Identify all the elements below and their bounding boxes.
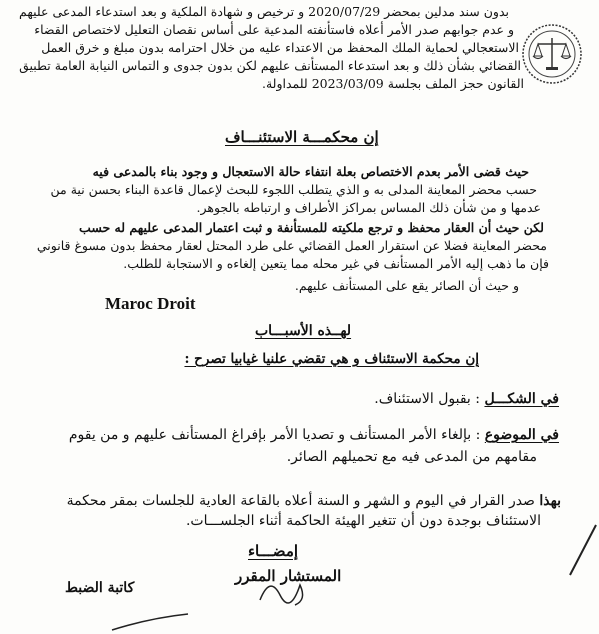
substance-text-continued: مقامهم من المدعى فيه مع تحميلهم الصائر. — [286, 449, 537, 465]
body-line: و عدم جوابهم صدر الأمر أعلاه فاستأنفته المدعية على أساس نقصان التعليل لاختصاص القضاء — [34, 22, 514, 37]
closing-line — [67, 494, 561, 509]
pen-stroke-bottom-icon — [110, 612, 190, 632]
scales-of-justice-seal-icon — [520, 22, 584, 86]
closing-line-2: الاستئناف بوجدة دون أن تتغير الهيئة الحاكمة أثناء الجلســـات. — [185, 513, 541, 529]
substance-label: في الموضوع — [484, 427, 559, 443]
watermark-text: Maroc Droit — [105, 294, 196, 313]
body-line: لكن حيث أن العقار محفظ و ترجع ملكيته للمستأنفة و ثبت اعتمار المدعى عليهم له حسب — [79, 220, 544, 235]
body-line: عدمها و من شأن ذلك المساس بمراكز الأطراف و ارتباطه بالجوهر. — [196, 200, 541, 215]
substance-colon: : — [471, 427, 481, 443]
body-line: فإن ما ذهب إليه الأمر المستأنف في غير محله مما يتعين إلغاءه و الاستجابة للطلب. — [123, 256, 549, 271]
signature-scribble-icon — [255, 570, 315, 610]
reasons-heading: لهــذه الأسبـــاب — [255, 323, 352, 339]
body-line: بدون سند مدلين بمحضر 2020/07/29 و ترخيص و شهادة الملكية و بعد استدعاء المدعى عليهم — [19, 4, 509, 19]
form-colon: : — [470, 391, 481, 407]
body-line: و حيث أن الصائر يقع على المستأنف عليهم. — [294, 278, 519, 293]
pen-stroke-icon — [560, 520, 599, 580]
body-line: حسب محضر المعاينة المدلى به و الذي يتطلب اللجوء للبحث لإعمال قاعدة البناء بحسن نية من — [50, 182, 537, 197]
substance-ruling — [69, 428, 559, 443]
court-heading: إن محكمـــة الاستئنـــاف — [225, 128, 379, 146]
signature-title: إمضـــاء — [248, 542, 299, 560]
signature-rapporteur: المستشار المقرر — [235, 567, 342, 585]
body-line: القانون حجز الملف بجلسة 2023/03/09 للمداولة. — [262, 76, 524, 91]
signature-clerk: كاتبة الضبط — [65, 580, 135, 596]
form-label: في الشكـــل — [484, 391, 559, 407]
closing-text: صدر القرار في اليوم و الشهر و السنة أعلاه بالقاعة العادية للجلسات بمقر محكمة — [66, 493, 535, 509]
body-line: القضائي بشأن ذلك و بعد استدعاء المستأنف عليهم لكن بدون جدوى و التماس النيابة العامة تطبيق — [19, 58, 521, 73]
substance-text: بإلغاء الأمر المستأنف و تصديا الأمر بإفراغ المستأنف عليهم و من يقوم — [68, 427, 472, 443]
closing-lead: بهذا — [539, 493, 561, 509]
body-line: حيث قضى الأمر بعدم الاختصاص بعلة انتفاء حالة الاستعجال و وجود بناء بالمدعى فيه — [92, 164, 529, 179]
form-text: بقبول الاستئناف. — [374, 391, 471, 407]
ruling-intro: إن محكمة الاستئناف و هي تقضي علنيا غيابيا تصرح : — [184, 351, 479, 367]
body-line: الاستعجالي لحماية الملك المحفظ من الاعتداء عليه من خلال احترامه بدون مبلغ و خرق العمل — [41, 40, 519, 55]
body-line: محضر المعاينة فضلا عن استقرار العمل القضائي على طرد المحتل لعقار محفظ بدون مسوغ قانوني — [36, 238, 547, 253]
form-ruling — [374, 392, 559, 407]
